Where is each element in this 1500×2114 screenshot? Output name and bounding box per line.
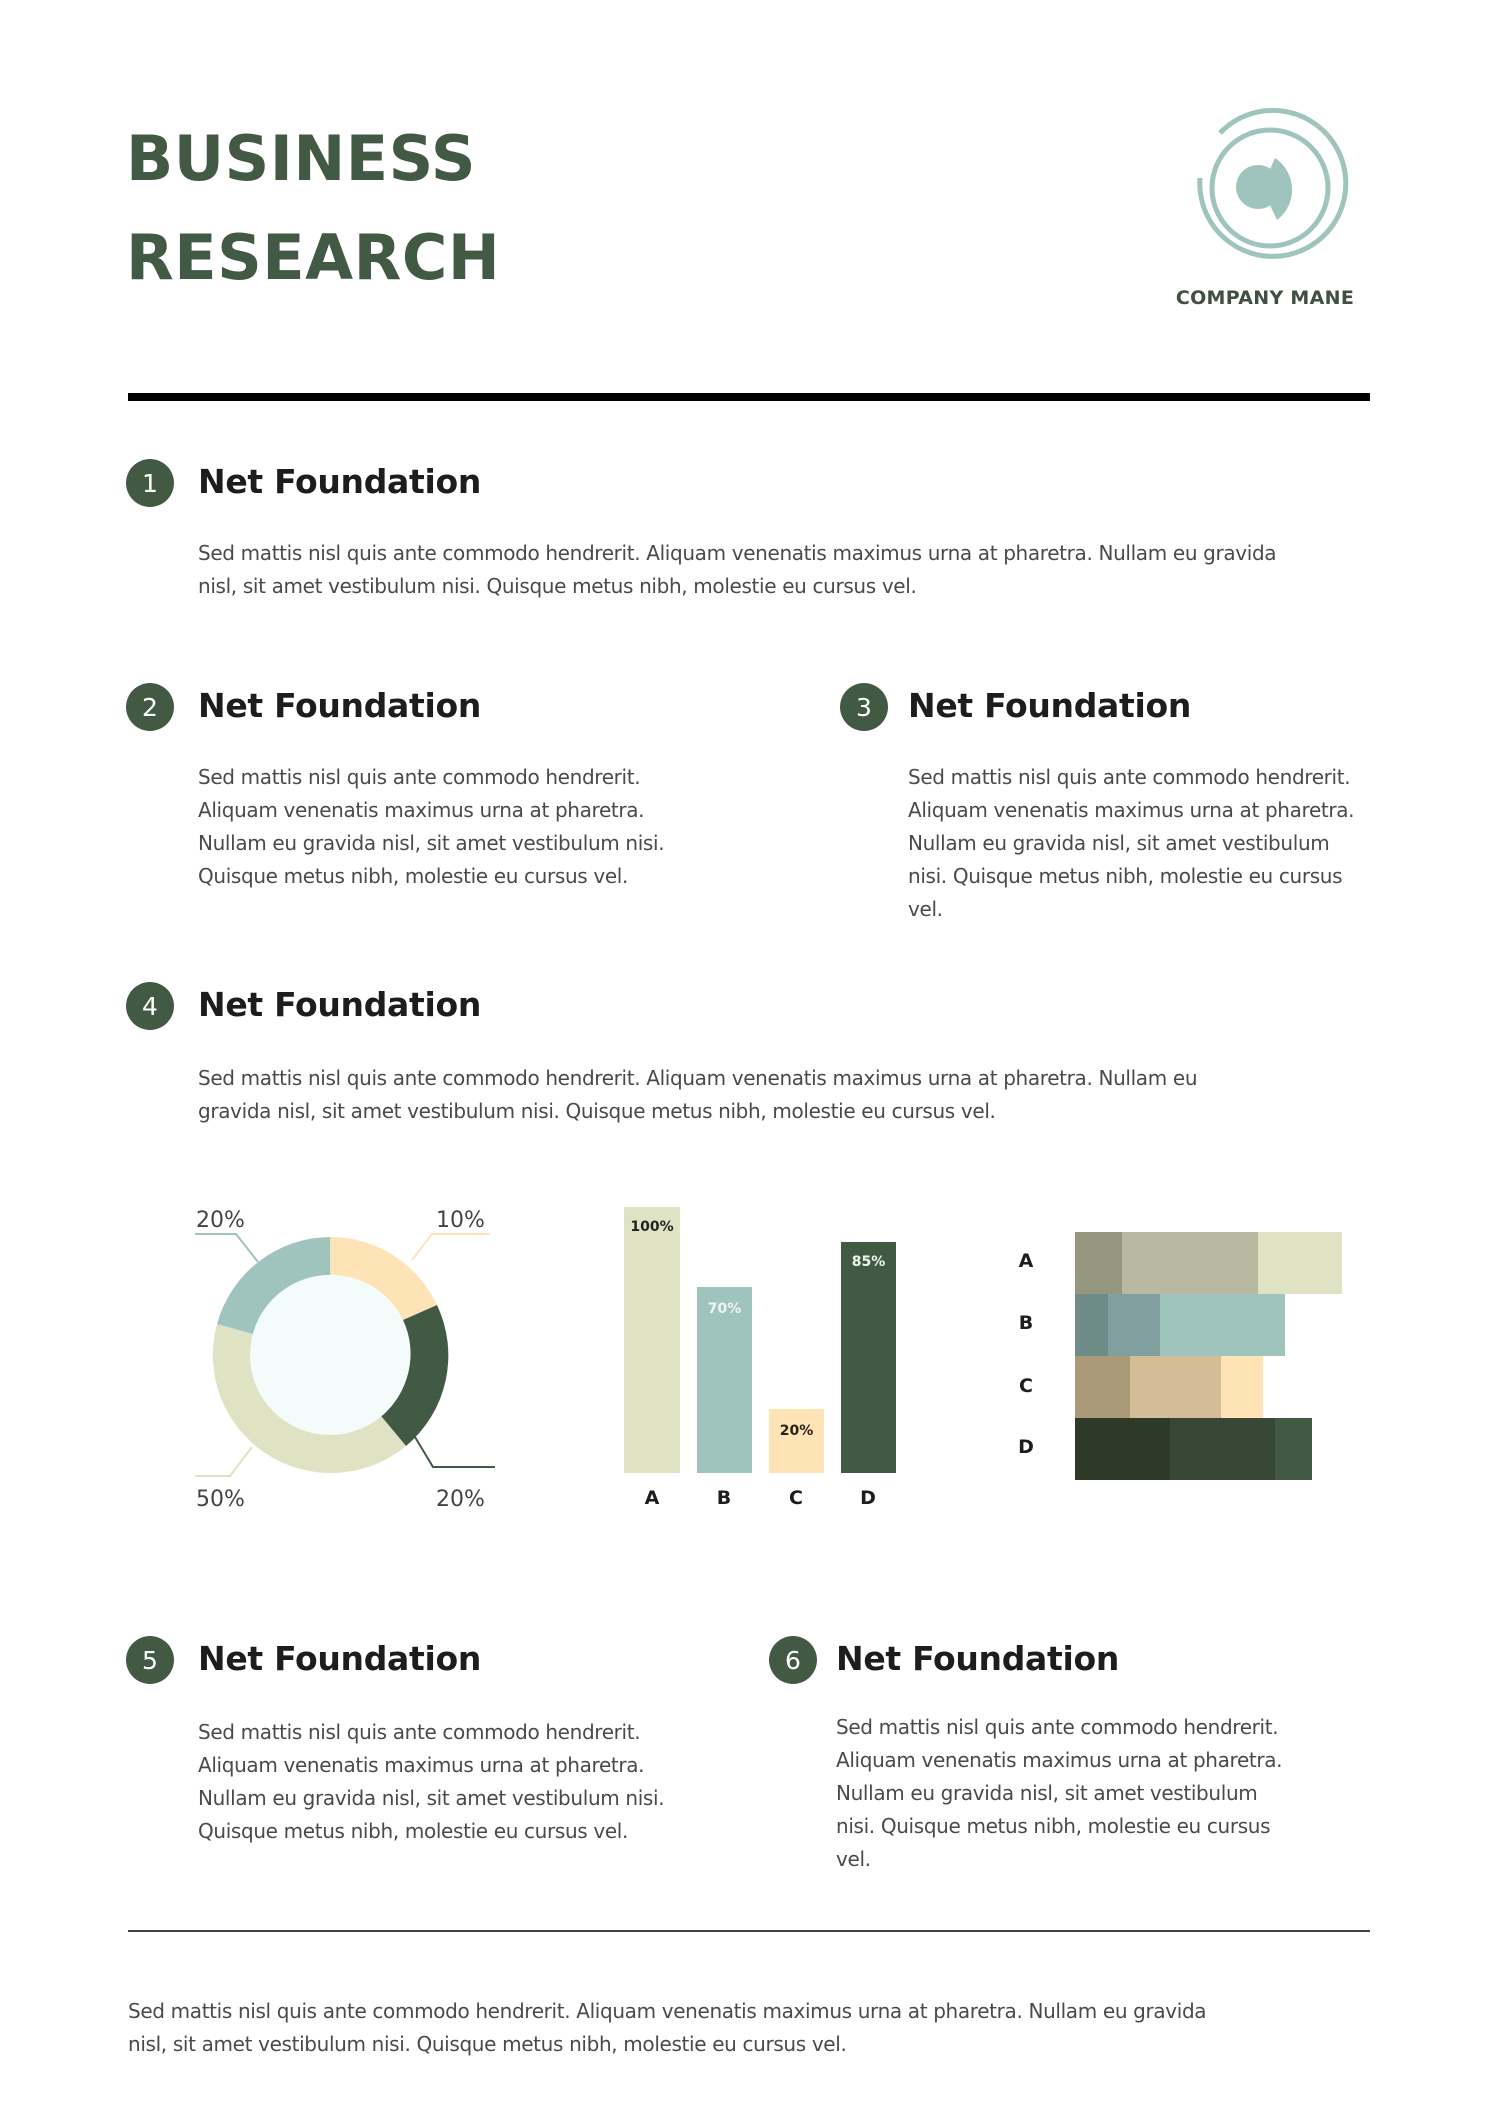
title-line-1: BUSINESS <box>126 122 477 195</box>
section-number-badge: 4 <box>126 982 174 1030</box>
section-heading: Net Foundation <box>198 686 482 725</box>
footer-text: Sed mattis nisl quis ante commodo hendrerit. Aliquam venenatis maximus urna at pharetra. Nullam eu gravida nisl, sit amet vestibulum nisi. Quisque metus nibh, molestie eu cursus vel. <box>128 1999 1207 2056</box>
stacked-b-seg-2 <box>1108 1294 1160 1356</box>
stacked-label-b: B <box>1018 1312 1034 1334</box>
bar-a: 100% <box>624 1207 680 1473</box>
stacked-d-seg-3 <box>1275 1418 1312 1480</box>
section-heading: Net Foundation <box>198 462 482 501</box>
section-body: Sed mattis nisl quis ante commodo hendrerit. Aliquam venenatis maximus urna at pharetra. Nullam eu gravida nisl, sit amet vestibulum nisi. Quisque metus nibh, molestie eu cursus vel. <box>198 765 665 888</box>
section-number-badge: 3 <box>840 683 888 731</box>
bar-b: 70% <box>697 1287 752 1473</box>
bar-label-a: A <box>644 1487 660 1509</box>
stacked-b-seg-3 <box>1160 1294 1285 1356</box>
bar-c: 20% <box>769 1409 824 1473</box>
section-heading: Net Foundation <box>198 1639 482 1678</box>
donut-label-bottom-right: 20% <box>436 1487 485 1512</box>
stacked-label-d: D <box>1018 1436 1034 1458</box>
stacked-c-seg-2 <box>1130 1356 1221 1418</box>
section-number-badge: 5 <box>126 1636 174 1684</box>
stacked-d-seg-2 <box>1170 1418 1275 1480</box>
stacked-label-a: A <box>1018 1250 1034 1272</box>
donut-label-bottom-left: 50% <box>196 1487 245 1512</box>
section-heading: Net Foundation <box>198 985 482 1024</box>
donut-label-top-right: 10% <box>436 1208 485 1233</box>
section-body: Sed mattis nisl quis ante commodo hendrerit. Aliquam venenatis maximus urna at pharetra. Nullam eu gravida nisl, sit amet vestibulum nisi. Quisque metus nibh, molestie eu cursus vel. <box>198 1066 1198 1123</box>
section-body: Sed mattis nisl quis ante commodo hendrerit. Aliquam venenatis maximus urna at pharetra. Nullam eu gravida nisl, sit amet vestibulum nisi. Quisque metus nibh, molestie eu cursus vel. <box>198 1720 665 1843</box>
donut-label-top-left: 20% <box>196 1208 245 1233</box>
stacked-a-seg-2 <box>1122 1232 1258 1294</box>
stacked-d-seg-1 <box>1075 1418 1170 1480</box>
section-heading: Net Foundation <box>836 1639 1120 1678</box>
section-number-badge: 6 <box>769 1636 817 1684</box>
concentric-circle-logo-icon <box>1190 108 1350 268</box>
section-body: Sed mattis nisl quis ante commodo hendrerit. Aliquam venenatis maximus urna at pharetra. Nullam eu gravida nisl, sit amet vestibulum nisi. Quisque metus nibh, molestie eu cursus vel. <box>198 541 1277 598</box>
stacked-b-seg-1 <box>1075 1294 1108 1356</box>
bar-label-c: C <box>789 1487 803 1509</box>
title-line-2: RESEARCH <box>126 221 501 294</box>
stacked-label-c: C <box>1019 1375 1033 1397</box>
stacked-a-seg-3 <box>1258 1232 1342 1294</box>
bar-d: 85% <box>841 1242 896 1473</box>
bar-label-d: D <box>860 1487 876 1509</box>
stacked-c-seg-3 <box>1221 1356 1263 1418</box>
section-number-badge: 1 <box>126 459 174 507</box>
donut-chart-graphic <box>190 1220 510 1510</box>
company-name: COMPANY MANE <box>1175 287 1355 309</box>
header-divider <box>128 393 1370 401</box>
stacked-a-seg-1 <box>1075 1232 1122 1294</box>
bar-label-b: B <box>716 1487 732 1509</box>
footer-divider <box>128 1930 1370 1932</box>
section-body: Sed mattis nisl quis ante commodo hendrerit. Aliquam venenatis maximus urna at pharetra. Nullam eu gravida nisl, sit amet vestibulum nisi. Quisque metus nibh, molestie eu cursus vel. <box>908 765 1355 921</box>
section-heading: Net Foundation <box>908 686 1192 725</box>
section-number-badge: 2 <box>126 683 174 731</box>
stacked-c-seg-1 <box>1075 1356 1130 1418</box>
section-body: Sed mattis nisl quis ante commodo hendrerit. Aliquam venenatis maximus urna at pharetra. Nullam eu gravida nisl, sit amet vestibulum nisi. Quisque metus nibh, molestie eu cursus vel. <box>836 1715 1283 1871</box>
